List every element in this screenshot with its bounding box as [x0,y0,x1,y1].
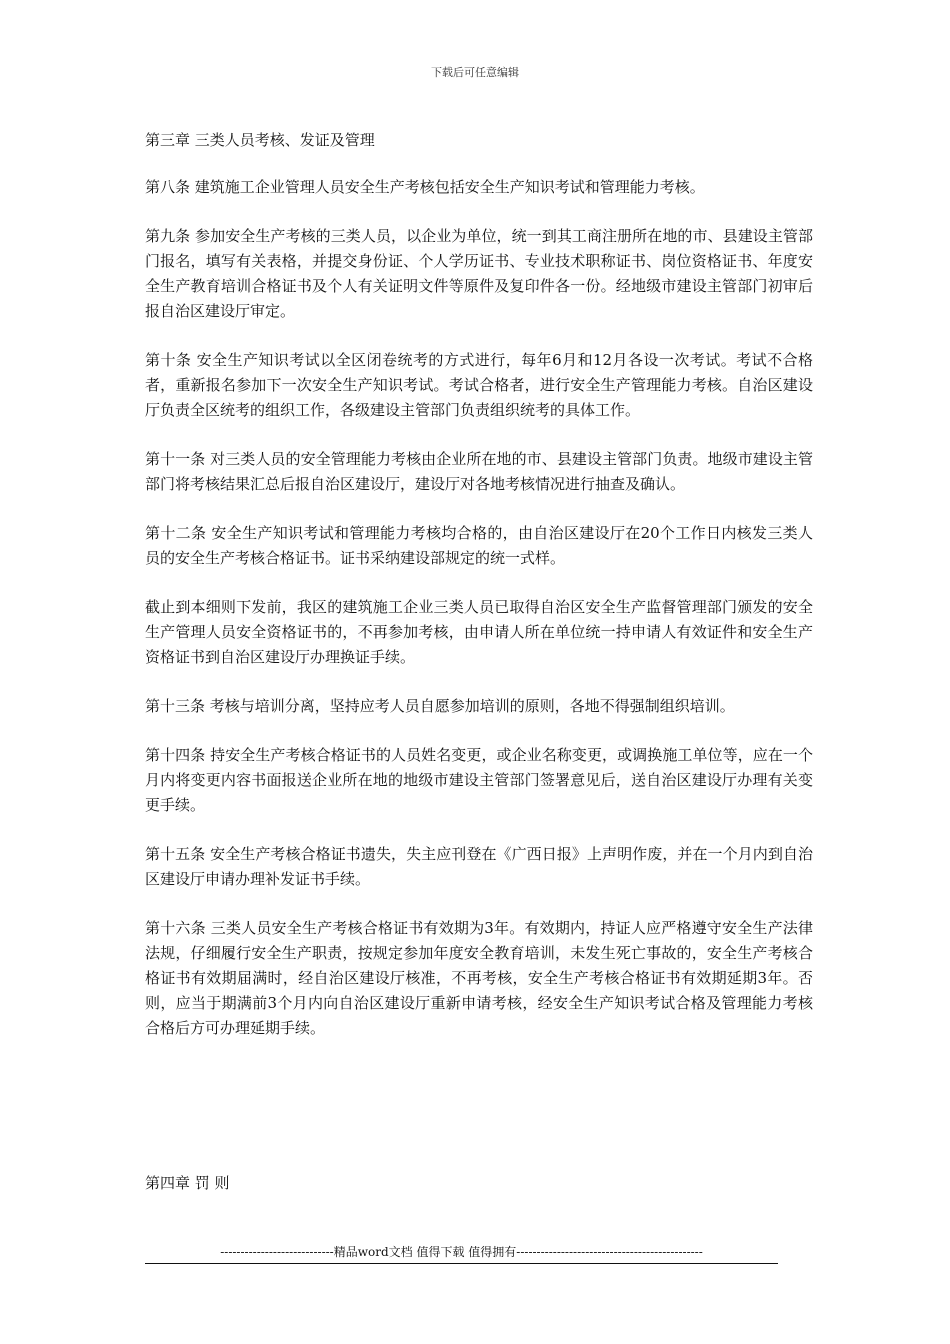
page-footer: ----------------------------精品word文档 值得下载 值得拥有---------------------------------------------- [145,1244,778,1264]
document-body [145,128,813,1065]
article-8: 第八条 建筑施工企业管理人员安全生产考核包括安全生产知识考试和管理能力考核。 [145,178,705,196]
transition-clause: 截止到本细则下发前，我区的建筑施工企业三类人员已取得自治区安全生产监督管理部门颁发的安全生产管理人员安全资格证书的，不再参加考核，由申请人所在单位统一持申请人有效证件和安全生产资格证书到自治区建设厅办理换证手续。 [145,598,813,666]
chapter-three-title: 第三章 三类人员考核、发证及管理 [145,131,375,149]
article-10: 第十条 安全生产知识考试以全区闭卷统考的方式进行，每年6月和12月各设一次考试。考试不合格者，重新报名参加下一次安全生产知识考试。考试合格者，进行安全生产管理能力考核。自治区建设厅负责全区统考的组织工作，各级建设主管部门负责组织统考的具体工作。 [145,351,813,419]
article-15: 第十五条 安全生产考核合格证书遗失，失主应刊登在《广西日报》上声明作废，并在一个月内到自治区建设厅申请办理补发证书手续。 [145,845,813,888]
article-13: 第十三条 考核与培训分离，坚持应考人员自愿参加培训的原则，各地不得强制组织培训。 [145,697,735,715]
article-11: 第十一条 对三类人员的安全管理能力考核由企业所在地的市、县建设主管部门负责。地级市建设主管部门将考核结果汇总后报自治区建设厅，建设厅对各地考核情况进行抽查及确认。 [145,450,813,493]
article-9: 第九条 参加安全生产考核的三类人员，以企业为单位，统一到其工商注册所在地的市、县建设主管部门报名，填写有关表格，并提交身份证、个人学历证书、专业技术职称证书、岗位资格证书、年度安全生产教育培训合格证书及个人有关证明文件等原件及复印件各一份。经地级市建设主管部门初审后报自治区建设厅审定。 [145,227,813,320]
page-header-note: 下载后可任意编辑 [431,66,519,79]
article-16: 第十六条 三类人员安全生产考核合格证书有效期为3年。有效期内，持证人应严格遵守安全生产法律法规，仔细履行安全生产职责，按规定参加年度安全教育培训，未发生死亡事故的，安全生产考核合格证书有效期届满时，经自治区建设厅核准，不再考核，安全生产考核合格证书有效期延期3年。否则，应当于期满前3个月内向自治区建设厅重新申请考核，经安全生产知识考试合格及管理能力考核合格后方可办理延期手续。 [145,919,813,1037]
article-12: 第十二条 安全生产知识考试和管理能力考核均合格的，由自治区建设厅在20个工作日内核发三类人员的安全生产考核合格证书。证书采纳建设部规定的统一式样。 [145,524,813,567]
chapter-four-title: 第四章 罚 则 [145,1174,230,1192]
article-14: 第十四条 持安全生产考核合格证书的人员姓名变更，或企业名称变更，或调换施工单位等，应在一个月内将变更内容书面报送企业所在地的地级市建设主管部门签署意见后，送自治区建设厅办理有关变更手续。 [145,746,813,814]
